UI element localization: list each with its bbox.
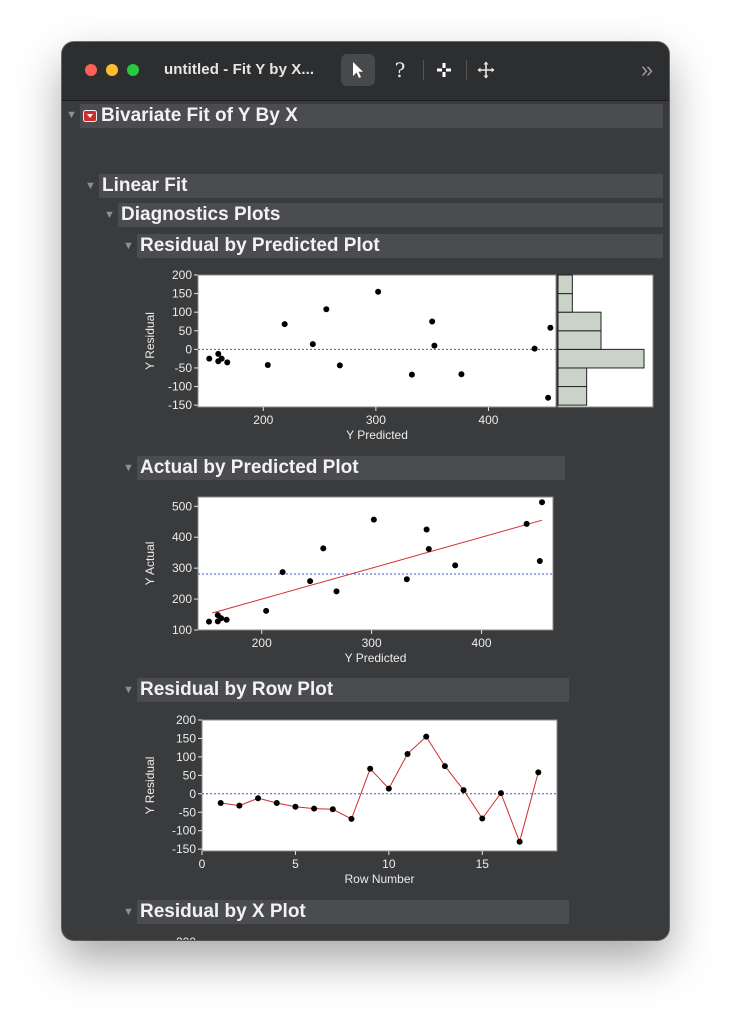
x-axis-label: Y Predicted xyxy=(346,428,408,442)
y-tick-label: 50 xyxy=(178,323,192,338)
data-point xyxy=(280,569,286,575)
data-point xyxy=(206,619,212,625)
x-tick-label: 5 xyxy=(292,857,299,871)
data-point xyxy=(423,734,429,740)
residual-by-x-header[interactable] xyxy=(137,900,569,924)
data-point xyxy=(320,545,326,551)
y-axis-label: Y Actual xyxy=(143,541,157,586)
x-tick-label: 15 xyxy=(475,857,489,871)
y-tick-label: 500 xyxy=(171,499,192,514)
residual-by-row-header[interactable] xyxy=(137,678,569,702)
data-point xyxy=(498,790,504,796)
x-tick-label: 200 xyxy=(253,413,274,427)
actual-by-predicted-header[interactable] xyxy=(137,456,565,480)
x-axis-label: Row Number xyxy=(344,872,415,886)
y-tick-label: -100 xyxy=(171,823,196,838)
data-point xyxy=(537,558,543,564)
data-point xyxy=(224,617,230,623)
y-tick-label: 400 xyxy=(171,530,192,545)
y-tick-label: 200 xyxy=(175,713,196,727)
data-point xyxy=(218,800,224,806)
data-point xyxy=(282,321,288,327)
data-point xyxy=(255,795,261,801)
histogram-bar xyxy=(558,294,572,313)
crosshair-icon xyxy=(436,62,452,78)
data-point xyxy=(219,356,225,362)
diagnostics-title: Diagnostics Plots xyxy=(121,204,281,225)
data-point xyxy=(367,766,373,772)
linear-fit-header[interactable] xyxy=(99,174,663,198)
actual-by-predicted-plot[interactable] xyxy=(137,489,587,672)
x-tick-label: 10 xyxy=(382,857,396,871)
zoom-button[interactable] xyxy=(127,64,139,76)
x-tick-label: 300 xyxy=(361,636,382,650)
y-tick-label: -50 xyxy=(178,805,196,820)
y-tick-label: 100 xyxy=(175,749,196,764)
data-point xyxy=(292,804,298,810)
y-tick-label: 200 xyxy=(171,268,192,282)
data-point xyxy=(215,351,221,357)
disclosure-triangle-icon[interactable]: ▼ xyxy=(123,462,134,474)
histogram-bar xyxy=(558,349,644,368)
x-axis-label: Y Predicted xyxy=(344,651,407,665)
x-tick-label: 400 xyxy=(478,413,499,427)
residual-by-row-plot[interactable] xyxy=(137,711,587,896)
arrow-tool-button[interactable] xyxy=(341,54,375,86)
data-point xyxy=(375,289,381,295)
residual-by-x-title: Residual by X Plot xyxy=(140,901,306,922)
data-point xyxy=(424,526,430,532)
move-icon xyxy=(477,61,495,79)
x-tick-label: 400 xyxy=(471,636,492,650)
data-point xyxy=(236,803,242,809)
disclosure-triangle-icon[interactable]: ▼ xyxy=(66,109,77,121)
toolbar-overflow-button[interactable] xyxy=(632,54,662,86)
y-tick-label: -100 xyxy=(167,379,192,394)
y-tick-label: 0 xyxy=(189,786,196,801)
y-tick-label: 200 xyxy=(175,935,196,949)
y-tick-label: 100 xyxy=(171,623,192,637)
data-point xyxy=(337,362,343,368)
data-point xyxy=(323,306,329,312)
x-tick-label: 300 xyxy=(365,413,386,427)
bivariate-header[interactable] xyxy=(80,104,663,128)
chevron-double-right-icon: » xyxy=(640,57,654,82)
data-point xyxy=(274,800,280,806)
data-point xyxy=(405,751,411,757)
data-point xyxy=(532,346,538,352)
y-tick-label: -150 xyxy=(171,842,196,857)
data-point xyxy=(310,341,316,347)
y-tick-label: -50 xyxy=(174,360,192,375)
residual-by-x-plot[interactable]: 100150200Y Residual xyxy=(137,933,587,940)
histogram-bar xyxy=(558,331,601,350)
data-point xyxy=(224,359,230,365)
data-point xyxy=(442,763,448,769)
plot-frame xyxy=(198,497,553,630)
diagnostics-header[interactable] xyxy=(118,203,663,227)
crosshair-tool-button[interactable] xyxy=(427,54,461,86)
minimize-button[interactable] xyxy=(106,64,118,76)
data-point xyxy=(461,787,467,793)
y-tick-label: 200 xyxy=(171,592,192,607)
data-point xyxy=(218,615,224,621)
toolbar-divider xyxy=(423,60,424,80)
data-point xyxy=(371,517,377,523)
toolbar-divider xyxy=(466,60,467,80)
residual-by-predicted-title: Residual by Predicted Plot xyxy=(140,235,380,256)
data-point xyxy=(307,578,313,584)
close-button[interactable] xyxy=(85,64,97,76)
y-tick-label: -150 xyxy=(167,398,192,413)
histogram-bar xyxy=(558,275,572,294)
data-point xyxy=(539,499,545,505)
move-tool-button[interactable] xyxy=(469,54,503,86)
title-bar xyxy=(62,42,669,101)
data-point xyxy=(263,608,269,614)
data-point xyxy=(547,325,553,331)
y-tick-label: 50 xyxy=(182,768,196,783)
histogram-bar xyxy=(558,387,587,406)
y-tick-label: 150 xyxy=(175,731,196,746)
data-point xyxy=(452,562,458,568)
residual-by-row-title: Residual by Row Plot xyxy=(140,679,334,700)
data-point xyxy=(265,362,271,368)
y-axis-label: Y Residual xyxy=(143,756,157,815)
help-icon: ? xyxy=(394,58,406,82)
arrow-pointer-icon xyxy=(351,61,365,79)
outline-menu-icon[interactable] xyxy=(83,110,97,122)
window-title: untitled - Fit Y by X... xyxy=(164,61,315,78)
data-point xyxy=(333,588,339,594)
data-point xyxy=(429,318,435,324)
data-point xyxy=(524,521,530,527)
disclosure-triangle-icon[interactable]: ▼ xyxy=(123,906,134,918)
data-point xyxy=(348,816,354,822)
report-content xyxy=(62,101,669,1022)
data-point xyxy=(330,806,336,812)
data-point xyxy=(386,786,392,792)
y-tick-label: 150 xyxy=(171,286,192,301)
help-tool-button[interactable] xyxy=(383,54,417,86)
actual-by-predicted-title: Actual by Predicted Plot xyxy=(140,457,359,478)
residual-by-predicted-header[interactable] xyxy=(137,234,663,258)
residual-by-predicted-plot[interactable] xyxy=(137,266,657,449)
data-point xyxy=(431,343,437,349)
data-point xyxy=(311,806,317,812)
x-tick-label: 0 xyxy=(198,857,206,871)
data-point xyxy=(404,576,410,582)
y-tick-label: 100 xyxy=(171,305,192,320)
histogram-bar xyxy=(558,368,587,387)
data-point xyxy=(409,372,415,378)
data-point xyxy=(458,371,464,377)
data-point xyxy=(206,356,212,362)
disclosure-triangle-icon[interactable]: ▼ xyxy=(85,180,96,192)
app-window xyxy=(62,42,669,1022)
data-point xyxy=(426,546,432,552)
disclosure-triangle-icon[interactable]: ▼ xyxy=(123,684,134,696)
y-tick-label: 300 xyxy=(171,561,192,576)
disclosure-triangle-icon[interactable]: ▼ xyxy=(104,209,115,221)
plot-frame xyxy=(202,720,557,851)
y-tick-label: 0 xyxy=(185,342,192,357)
data-point xyxy=(545,395,551,401)
bivariate-title: Bivariate Fit of Y By X xyxy=(101,105,298,126)
histogram-bar xyxy=(558,312,601,331)
data-point xyxy=(535,769,541,775)
disclosure-triangle-icon[interactable]: ▼ xyxy=(123,240,134,252)
x-tick-label: 200 xyxy=(251,636,272,650)
data-point xyxy=(517,839,523,845)
linear-fit-title: Linear Fit xyxy=(102,175,188,196)
plot-frame xyxy=(198,275,556,407)
data-point xyxy=(479,816,485,822)
y-axis-label: Y Residual xyxy=(143,312,157,370)
